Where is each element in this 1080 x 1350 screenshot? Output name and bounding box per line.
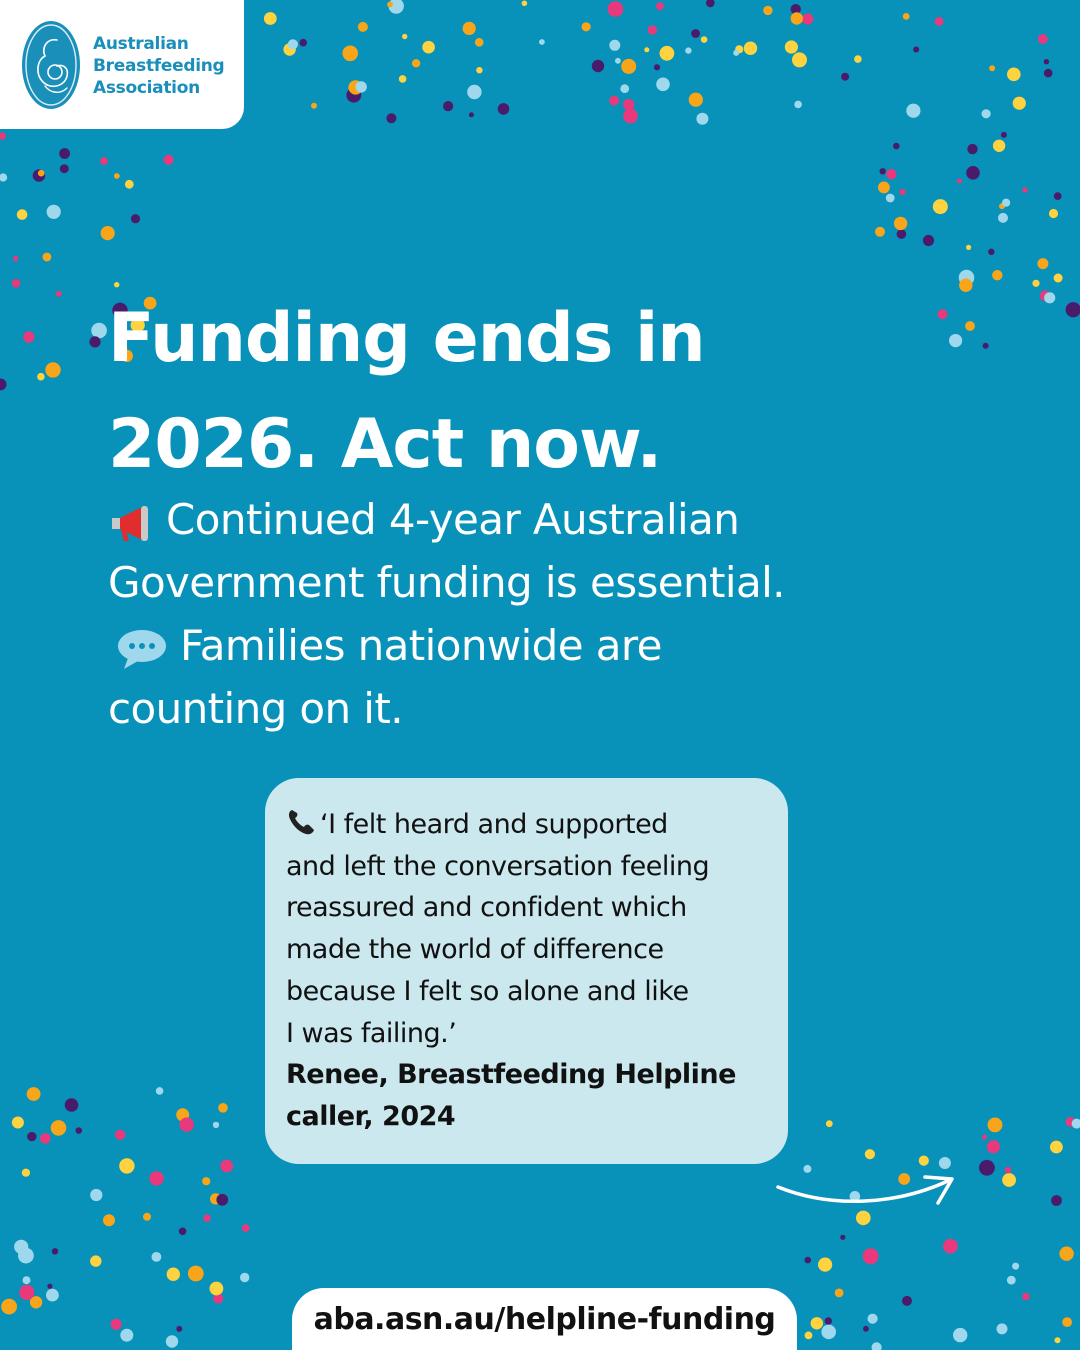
confetti-dot	[965, 321, 975, 331]
confetti-dot	[143, 1213, 151, 1221]
confetti-dot	[802, 13, 813, 24]
confetti-dot	[27, 1087, 41, 1101]
confetti-dot	[89, 336, 100, 347]
confetti-dot	[865, 1149, 875, 1159]
confetti-dot	[213, 1122, 219, 1128]
confetti-dot	[894, 217, 907, 230]
confetti-dot	[100, 157, 108, 165]
confetti-dot	[982, 1135, 987, 1140]
confetti-dot	[23, 1276, 31, 1284]
confetti-dot	[1062, 1317, 1072, 1327]
confetti-dot	[1013, 97, 1026, 110]
confetti-dot	[998, 213, 1008, 223]
confetti-dot	[52, 1248, 58, 1254]
confetti-dot	[27, 1132, 36, 1141]
confetti-dot	[17, 209, 28, 220]
confetti-dot	[983, 343, 989, 349]
confetti-dot	[868, 1314, 878, 1324]
confetti-dot	[342, 46, 358, 62]
confetti-dot	[90, 1255, 101, 1266]
confetti-dot	[60, 164, 69, 173]
confetti-dot	[878, 182, 890, 194]
confetti-dot	[592, 60, 604, 72]
confetti-dot	[685, 47, 691, 53]
body-line-1	[108, 488, 928, 551]
confetti-dot	[56, 291, 62, 297]
confetti-dot	[943, 1239, 958, 1254]
confetti-dot	[1032, 280, 1039, 287]
confetti-dot	[906, 104, 920, 118]
confetti-dot	[923, 235, 934, 246]
confetti-dot	[47, 205, 61, 219]
confetti-dot	[51, 1120, 67, 1136]
confetti-dot	[1022, 1293, 1030, 1301]
confetti-dot	[539, 39, 545, 45]
confetti-dot	[1037, 258, 1048, 269]
confetti-dot	[902, 1296, 912, 1306]
confetti-dot	[835, 1289, 844, 1298]
confetti-dot	[621, 59, 636, 74]
confetti-dot	[818, 1258, 832, 1272]
confetti-dot	[903, 13, 910, 20]
confetti-dot	[402, 34, 407, 39]
confetti-dot	[1054, 274, 1063, 283]
confetti-dot	[91, 323, 107, 339]
confetti-dot	[608, 1, 624, 17]
confetti-dot	[1044, 69, 1053, 78]
confetti-dot	[763, 6, 772, 15]
confetti-dot	[933, 199, 948, 214]
confetti-dot	[125, 180, 134, 189]
confetti-dot	[180, 1118, 194, 1132]
confetti-dot	[899, 189, 905, 195]
confetti-dot	[387, 2, 393, 8]
confetti-dot	[46, 1289, 59, 1302]
confetti-dot	[992, 270, 1002, 280]
confetti-dot	[893, 143, 900, 150]
confetti-dot	[12, 1117, 24, 1129]
confetti-dot	[163, 155, 173, 165]
confetti-dot	[120, 1329, 133, 1342]
body-text	[108, 488, 928, 740]
confetti-dot	[689, 93, 703, 107]
confetti-dot	[22, 1169, 30, 1177]
confetti-dot	[47, 1284, 52, 1289]
headline-line-2: 2026. Act now.	[108, 405, 662, 484]
quote-line-4: made the world of difference	[286, 934, 664, 966]
confetti-dot	[644, 47, 649, 52]
confetti-dot	[101, 226, 115, 240]
body-line-1-text: Continued 4-year Australian	[166, 495, 740, 544]
confetti-dot	[216, 1194, 228, 1206]
confetti-dot	[218, 1103, 228, 1113]
confetti-dot	[210, 1282, 224, 1296]
confetti-dot	[19, 1285, 34, 1300]
confetti-dot	[939, 1157, 951, 1169]
quote-line-5: because I felt so alone and like	[286, 975, 689, 1007]
confetti-dot	[654, 64, 660, 70]
confetti-dot	[522, 1, 528, 7]
confetti-dot	[805, 1332, 813, 1340]
confetti-dot	[913, 47, 919, 53]
confetti-dot	[1007, 1276, 1016, 1285]
confetti-dot	[59, 148, 70, 159]
confetti-dot	[615, 58, 621, 64]
speech-bubble-icon	[116, 628, 168, 670]
confetti-dot	[886, 194, 895, 203]
confetti-dot	[179, 1228, 187, 1236]
confetti-dot	[167, 1268, 180, 1281]
confetti-dot	[1044, 59, 1049, 64]
confetti-dot	[1002, 199, 1010, 207]
confetti-dot	[656, 2, 664, 10]
confetti-dot	[982, 109, 991, 118]
confetti-dot	[733, 50, 739, 56]
confetti-dot	[794, 101, 802, 109]
confetti-dot	[1022, 187, 1027, 192]
quote-line-2: and left the conversation feeling	[286, 850, 710, 882]
testimonial-text	[286, 804, 776, 1138]
confetti-dot	[1012, 1263, 1019, 1270]
confetti-dot	[443, 101, 453, 111]
confetti-dot	[45, 362, 60, 377]
confetti-dot	[40, 1133, 51, 1144]
confetti-dot	[938, 309, 948, 319]
confetti-dot	[1007, 68, 1021, 82]
confetti-dot	[467, 85, 481, 99]
confetti-dot	[953, 1328, 967, 1342]
confetti-dot	[691, 29, 700, 38]
confetti-dot	[18, 1248, 34, 1264]
confetti-dot	[880, 168, 886, 174]
url-text[interactable]: aba.asn.au/helpline-funding	[313, 1302, 776, 1337]
confetti-dot	[188, 1266, 204, 1282]
confetti-dot	[1049, 209, 1058, 218]
brand-name-line-3: Association	[93, 78, 200, 98]
headline	[108, 286, 908, 498]
confetti-dot	[12, 279, 21, 288]
confetti-dot	[841, 73, 849, 81]
confetti-dot	[1044, 292, 1055, 303]
confetti-dot	[220, 1160, 233, 1173]
arrow-right-icon	[775, 1170, 960, 1215]
confetti-dot	[1051, 1195, 1062, 1206]
confetti-dot	[288, 39, 298, 49]
confetti-dot	[993, 140, 1005, 152]
confetti-dot	[149, 1171, 163, 1185]
confetti-dot	[103, 1214, 115, 1226]
confetti-dot	[826, 1120, 833, 1127]
quote-line-3: reassured and confident which	[286, 892, 687, 924]
confetti-dot	[386, 113, 396, 123]
confetti-dot	[1055, 1337, 1061, 1343]
confetti-dot	[463, 22, 476, 35]
confetti-dot	[38, 170, 45, 177]
confetti-dot	[358, 22, 368, 32]
confetti-dot	[203, 1214, 211, 1222]
confetti-dot	[988, 249, 994, 255]
confetti-dot	[422, 41, 435, 54]
confetti-dot	[957, 179, 962, 184]
confetti-dot	[498, 103, 510, 115]
confetti-dot	[1054, 192, 1062, 200]
confetti-dot	[785, 40, 798, 53]
confetti-dot	[156, 1087, 164, 1095]
confetti-dot	[152, 1252, 162, 1262]
confetti-dot	[399, 75, 407, 83]
confetti-dot	[966, 245, 971, 250]
confetti-dot	[875, 227, 885, 237]
confetti-dot	[43, 253, 52, 262]
confetti-dot	[37, 373, 45, 381]
confetti-dot	[863, 1248, 879, 1264]
confetti-dot	[966, 166, 980, 180]
confetti-dot	[872, 1342, 882, 1350]
confetti-dot	[356, 81, 367, 92]
brand-name	[93, 33, 224, 99]
confetti-dot	[119, 1158, 134, 1173]
confetti-dot	[131, 214, 140, 223]
body-line-3-text: Families nationwide are	[180, 621, 662, 670]
confetti-dot	[1, 1299, 17, 1315]
headline-line-1: Funding ends in	[108, 299, 705, 378]
confetti-dot	[23, 331, 34, 342]
confetti-dot	[0, 379, 7, 391]
confetti-dot	[840, 1235, 845, 1240]
confetti-dot	[988, 1118, 1003, 1133]
confetti-dot	[176, 1326, 182, 1332]
confetti-dot	[76, 1127, 83, 1134]
quote-line-6: I was failing.’	[286, 1017, 457, 1049]
confetti-dot	[469, 112, 474, 117]
logo-card	[0, 0, 244, 129]
confetti-dot	[475, 38, 484, 47]
confetti-dot	[114, 173, 120, 179]
confetti-dot	[13, 256, 18, 261]
confetti-dot	[166, 1335, 178, 1347]
url-link[interactable]	[292, 1288, 797, 1350]
attribution-line-1: Renee, Breastfeeding Helpline	[286, 1059, 736, 1091]
body-line-4: counting on it.	[108, 684, 403, 733]
confetti-dot	[609, 96, 619, 106]
confetti-dot	[997, 1323, 1008, 1334]
confetti-dot	[1002, 1173, 1016, 1187]
confetti-dot	[987, 1140, 1000, 1153]
confetti-dot	[863, 1326, 869, 1332]
confetti-dot	[623, 99, 634, 110]
testimonial-card	[265, 778, 788, 1164]
body-line-3	[108, 614, 928, 677]
confetti-dot	[821, 1325, 836, 1340]
confetti-dot	[1001, 132, 1007, 138]
confetti-dot	[202, 1177, 210, 1185]
confetti-dot	[744, 42, 757, 55]
attribution-line-2: caller, 2024	[286, 1100, 456, 1132]
confetti-dot	[242, 1224, 250, 1232]
brand-name-line-2: Breastfeeding	[93, 56, 225, 76]
confetti-dot	[792, 52, 807, 67]
confetti-dot	[0, 132, 6, 139]
quote-line-1	[286, 804, 776, 846]
confetti-dot	[660, 46, 675, 61]
megaphone-icon	[108, 503, 154, 543]
confetti-dot	[825, 1317, 832, 1324]
confetti-dot	[240, 1273, 249, 1282]
confetti-dot	[989, 65, 995, 71]
confetti-dot	[264, 12, 277, 25]
confetti-dot	[299, 39, 307, 47]
confetti-dot	[582, 22, 591, 31]
confetti-dot	[805, 1257, 812, 1264]
confetti-dot	[311, 103, 317, 109]
confetti-dot	[648, 25, 657, 34]
confetti-dot	[476, 67, 482, 73]
confetti-dot	[1050, 1141, 1063, 1154]
confetti-dot	[886, 169, 896, 179]
confetti-dot	[111, 1319, 122, 1330]
confetti-dot	[706, 0, 715, 7]
confetti-dot	[90, 1189, 102, 1201]
confetti-dot	[967, 144, 977, 154]
quote-line-1-text: ‘I felt heard and supported	[320, 809, 668, 840]
confetti-dot	[897, 229, 907, 239]
body-line-2: Government funding is essential.	[108, 558, 785, 607]
mother-and-baby-icon	[21, 20, 81, 110]
confetti-dot	[412, 59, 420, 67]
confetti-dot	[979, 1160, 995, 1176]
telephone-icon	[286, 808, 316, 836]
confetti-dot	[854, 55, 862, 63]
confetti-dot	[811, 1317, 823, 1329]
confetti-dot	[623, 109, 638, 124]
confetti-dot	[1038, 34, 1048, 44]
confetti-dot	[609, 40, 620, 51]
confetti-dot	[949, 334, 962, 347]
confetti-dot	[620, 84, 629, 93]
confetti-dot	[65, 1098, 79, 1112]
confetti-dot	[696, 113, 708, 125]
confetti-dot	[1005, 1167, 1012, 1174]
confetti-dot	[1059, 1247, 1073, 1261]
confetti-dot	[1066, 302, 1080, 317]
confetti-dot	[701, 36, 708, 43]
confetti-dot	[0, 173, 7, 181]
confetti-dot	[656, 78, 670, 92]
confetti-dot	[959, 279, 972, 292]
confetti-dot	[115, 1130, 125, 1140]
confetti-dot	[935, 17, 944, 26]
brand-name-line-1: Australian	[93, 34, 189, 54]
confetti-dot	[791, 12, 803, 24]
confetti-dot	[919, 1156, 929, 1166]
